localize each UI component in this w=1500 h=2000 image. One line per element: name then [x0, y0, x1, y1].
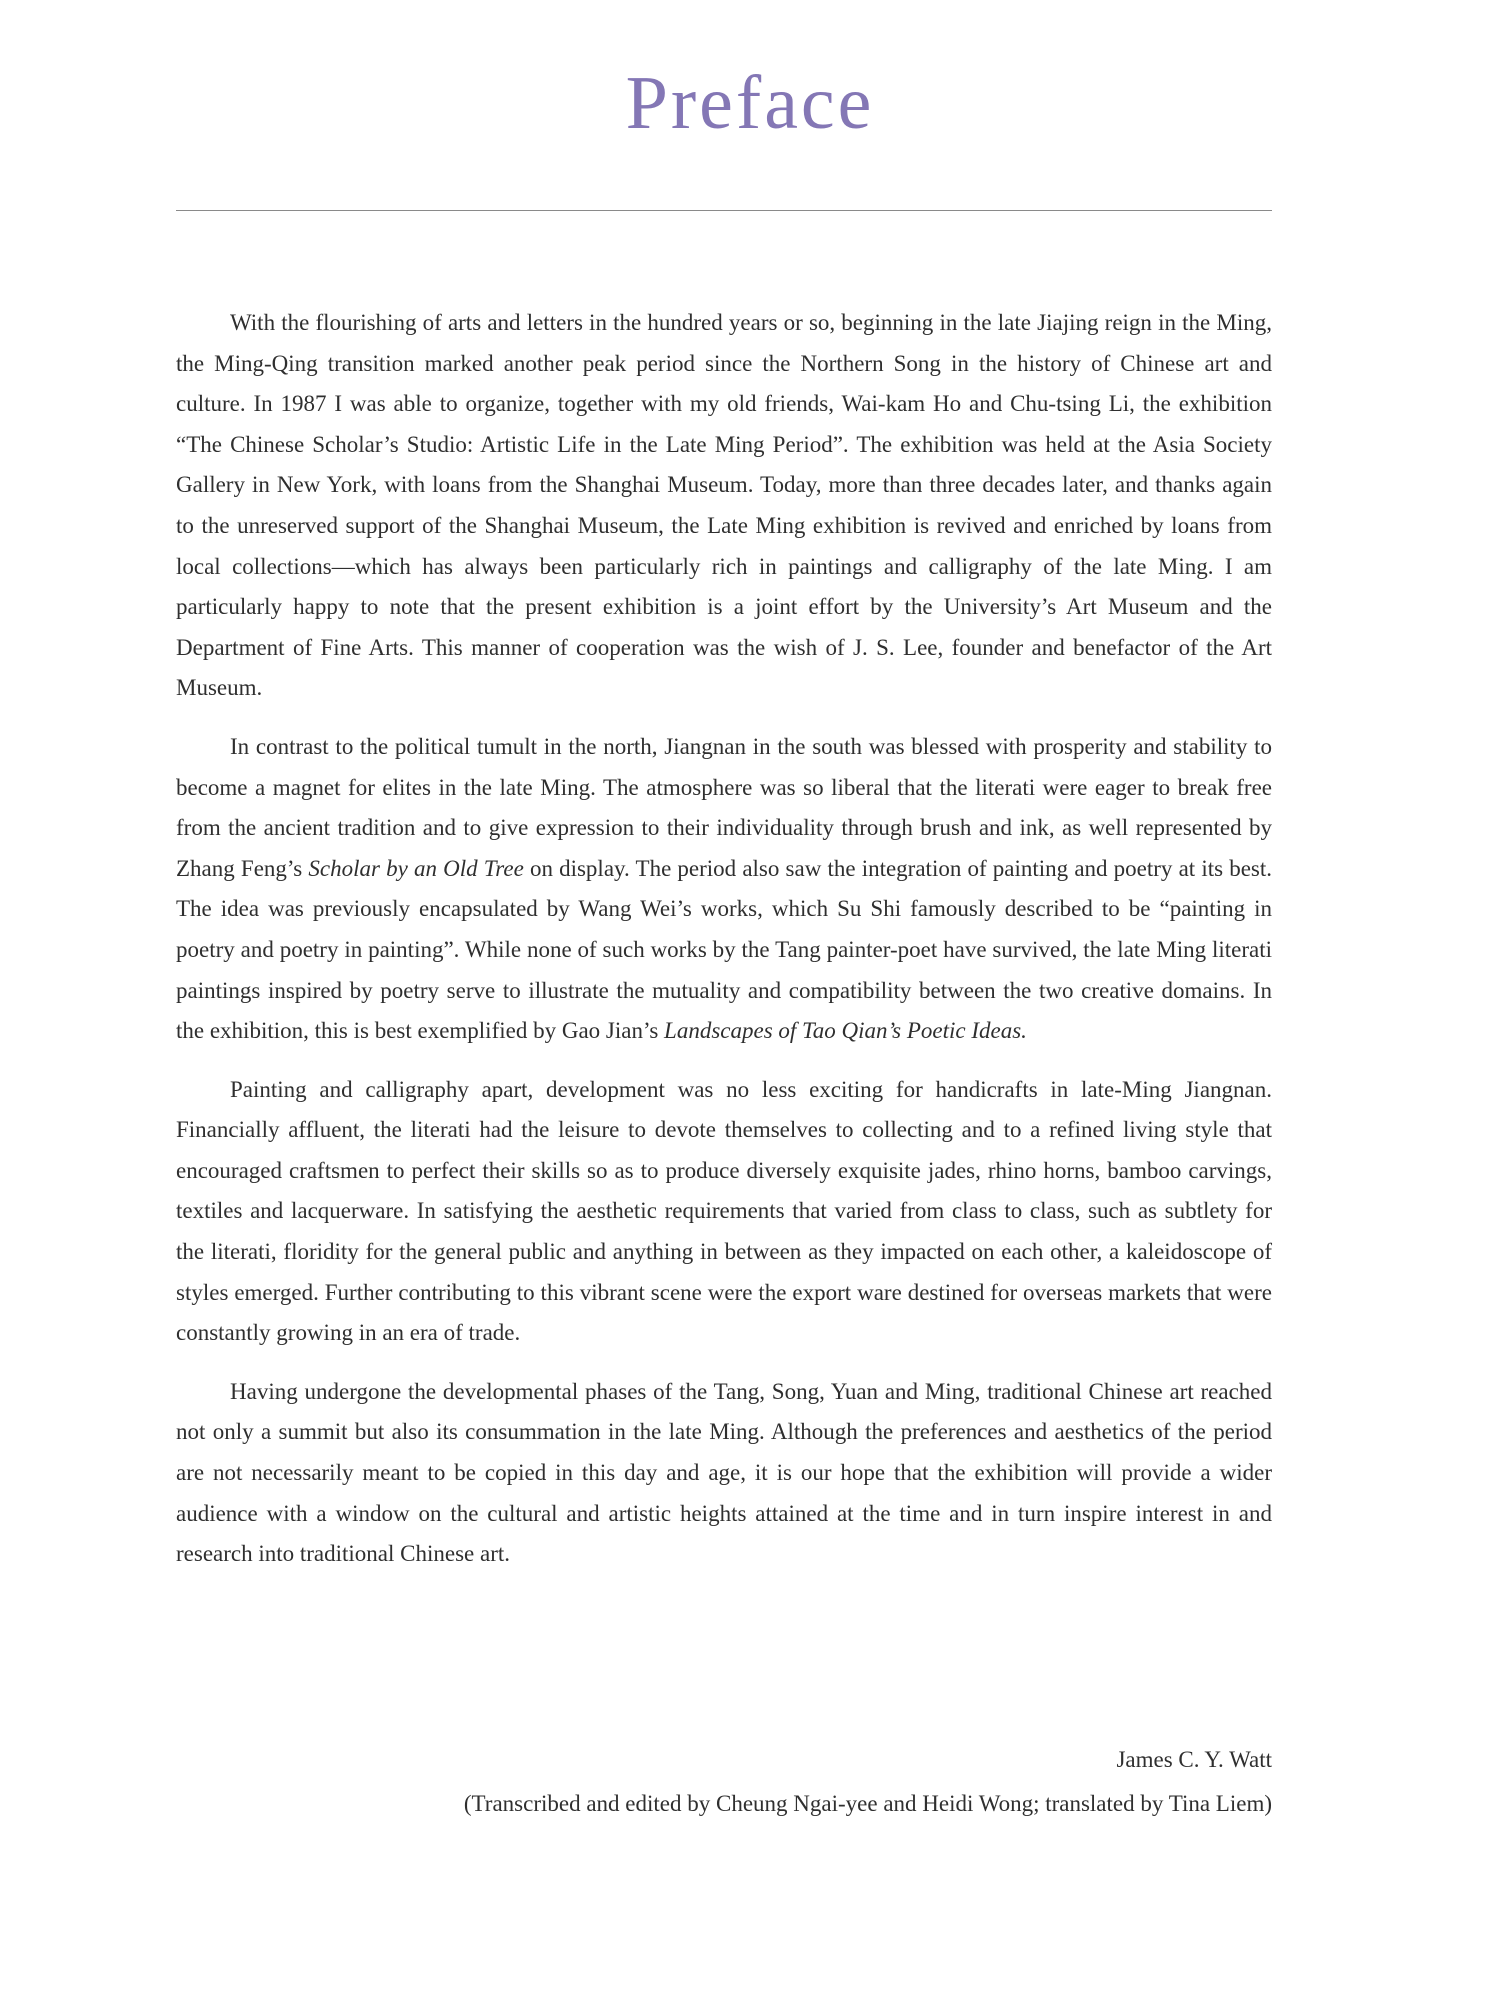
credits-line: (Transcribed and edited by Cheung Ngai-yee and Heidi Wong; translated by Tina Liem) — [463, 1791, 1272, 1816]
preface-body — [176, 303, 1272, 1593]
paragraph — [176, 1070, 1272, 1354]
paragraph-text: In contrast to the political tumult in the north, Jiangnan in the south was blessed with prosperity and stability to become a magnet for elites in the late Ming. The atmosphere was so liberal that the literati were eager to break free from the ancient tradition and to give expression to their individuality through brush and ink, as well represented by Zhang Feng’s — [176, 733, 1272, 881]
signature-block — [464, 1738, 1272, 1826]
page-title: Preface — [625, 61, 875, 145]
paragraph-text: With the flourishing of arts and letters in the hundred years or so, beginning in the late Jiajing reign in the Ming, the Ming-Qing transition marked another peak period since the Northern Song in the history of Chinese art and culture. In 1987 I was able to organize, together with my old friends, Wai-kam Ho and Chu-tsing Li, the exhibition “The Chinese Scholar’s Studio: Artistic Life in the Late Ming Period”. The exhibition was held at the Asia Society Gallery in New York, with loans from the Shanghai Museum. Today, more than three decades later, and thanks again to the unreserved support of the Shanghai Museum, the Late Ming exhibition is revived and enriched by loans from local collections—which has always been particularly rich in paintings and calligraphy of the late Ming. I am particularly happy to note that the present exhibition is a joint effort by the University’s Art Museum and the Department of Fine Arts. This manner of cooperation was the wish of J. S. Lee, founder and benefactor of the Art Museum. — [176, 310, 1272, 701]
paragraph — [176, 1372, 1272, 1575]
paragraph — [176, 727, 1272, 1052]
author-name: James C. Y. Watt — [1116, 1747, 1272, 1772]
title-divider — [176, 210, 1272, 211]
paragraph-text: Painting and calligraphy apart, development was no less exciting for handicrafts in late-Ming Jiangnan. Financially affluent, the literati had the leisure to devote themselves to collecting and to a refined living style that encouraged craftsmen to perfect their skills so as to produce diversely exquisite jades, rhino horns, bamboo carvings, textiles and lacquerware. In satisfying the aesthetic requirements that varied from class to class, such as subtlety for the literati, floridity for the general public and anything in between as they impacted on each other, a kaleidoscope of styles emerged. Further contributing to this vibrant scene were the export ware destined for overseas markets that were constantly growing in an era of trade. — [176, 1076, 1272, 1346]
paragraph-text: Having undergone the developmental phases of the Tang, Song, Yuan and Ming, traditional Chinese art reached not only a summit but also its consummation in the late Ming. Although the preferences and aesthetics of the period are not necessarily meant to be copied in this day and age, it is our hope that the exhibition will provide a wider audience with a window on the cultural and artistic heights attained at the time and in turn inspire interest in and research into traditional Chinese art. — [176, 1378, 1272, 1567]
paragraph-text: on display. The period also saw the integration of painting and poetry at its best. The idea was previously encapsulated by Wang Wei’s works, which Su Shi famously described to be “painting in poetry and poetry in painting”. While none of such works by the Tang painter-poet have survived, the late Ming literati paintings inspired by poetry serve to illustrate the mutuality and compatibility between the two creative domains. In the exhibition, this is best exemplified by Gao Jian’s — [176, 855, 1273, 1044]
paragraph — [176, 303, 1272, 709]
italic-title: Scholar by an Old Tree — [308, 855, 524, 881]
italic-title: Landscapes of Tao Qian’s Poetic Ideas. — [664, 1018, 1027, 1044]
